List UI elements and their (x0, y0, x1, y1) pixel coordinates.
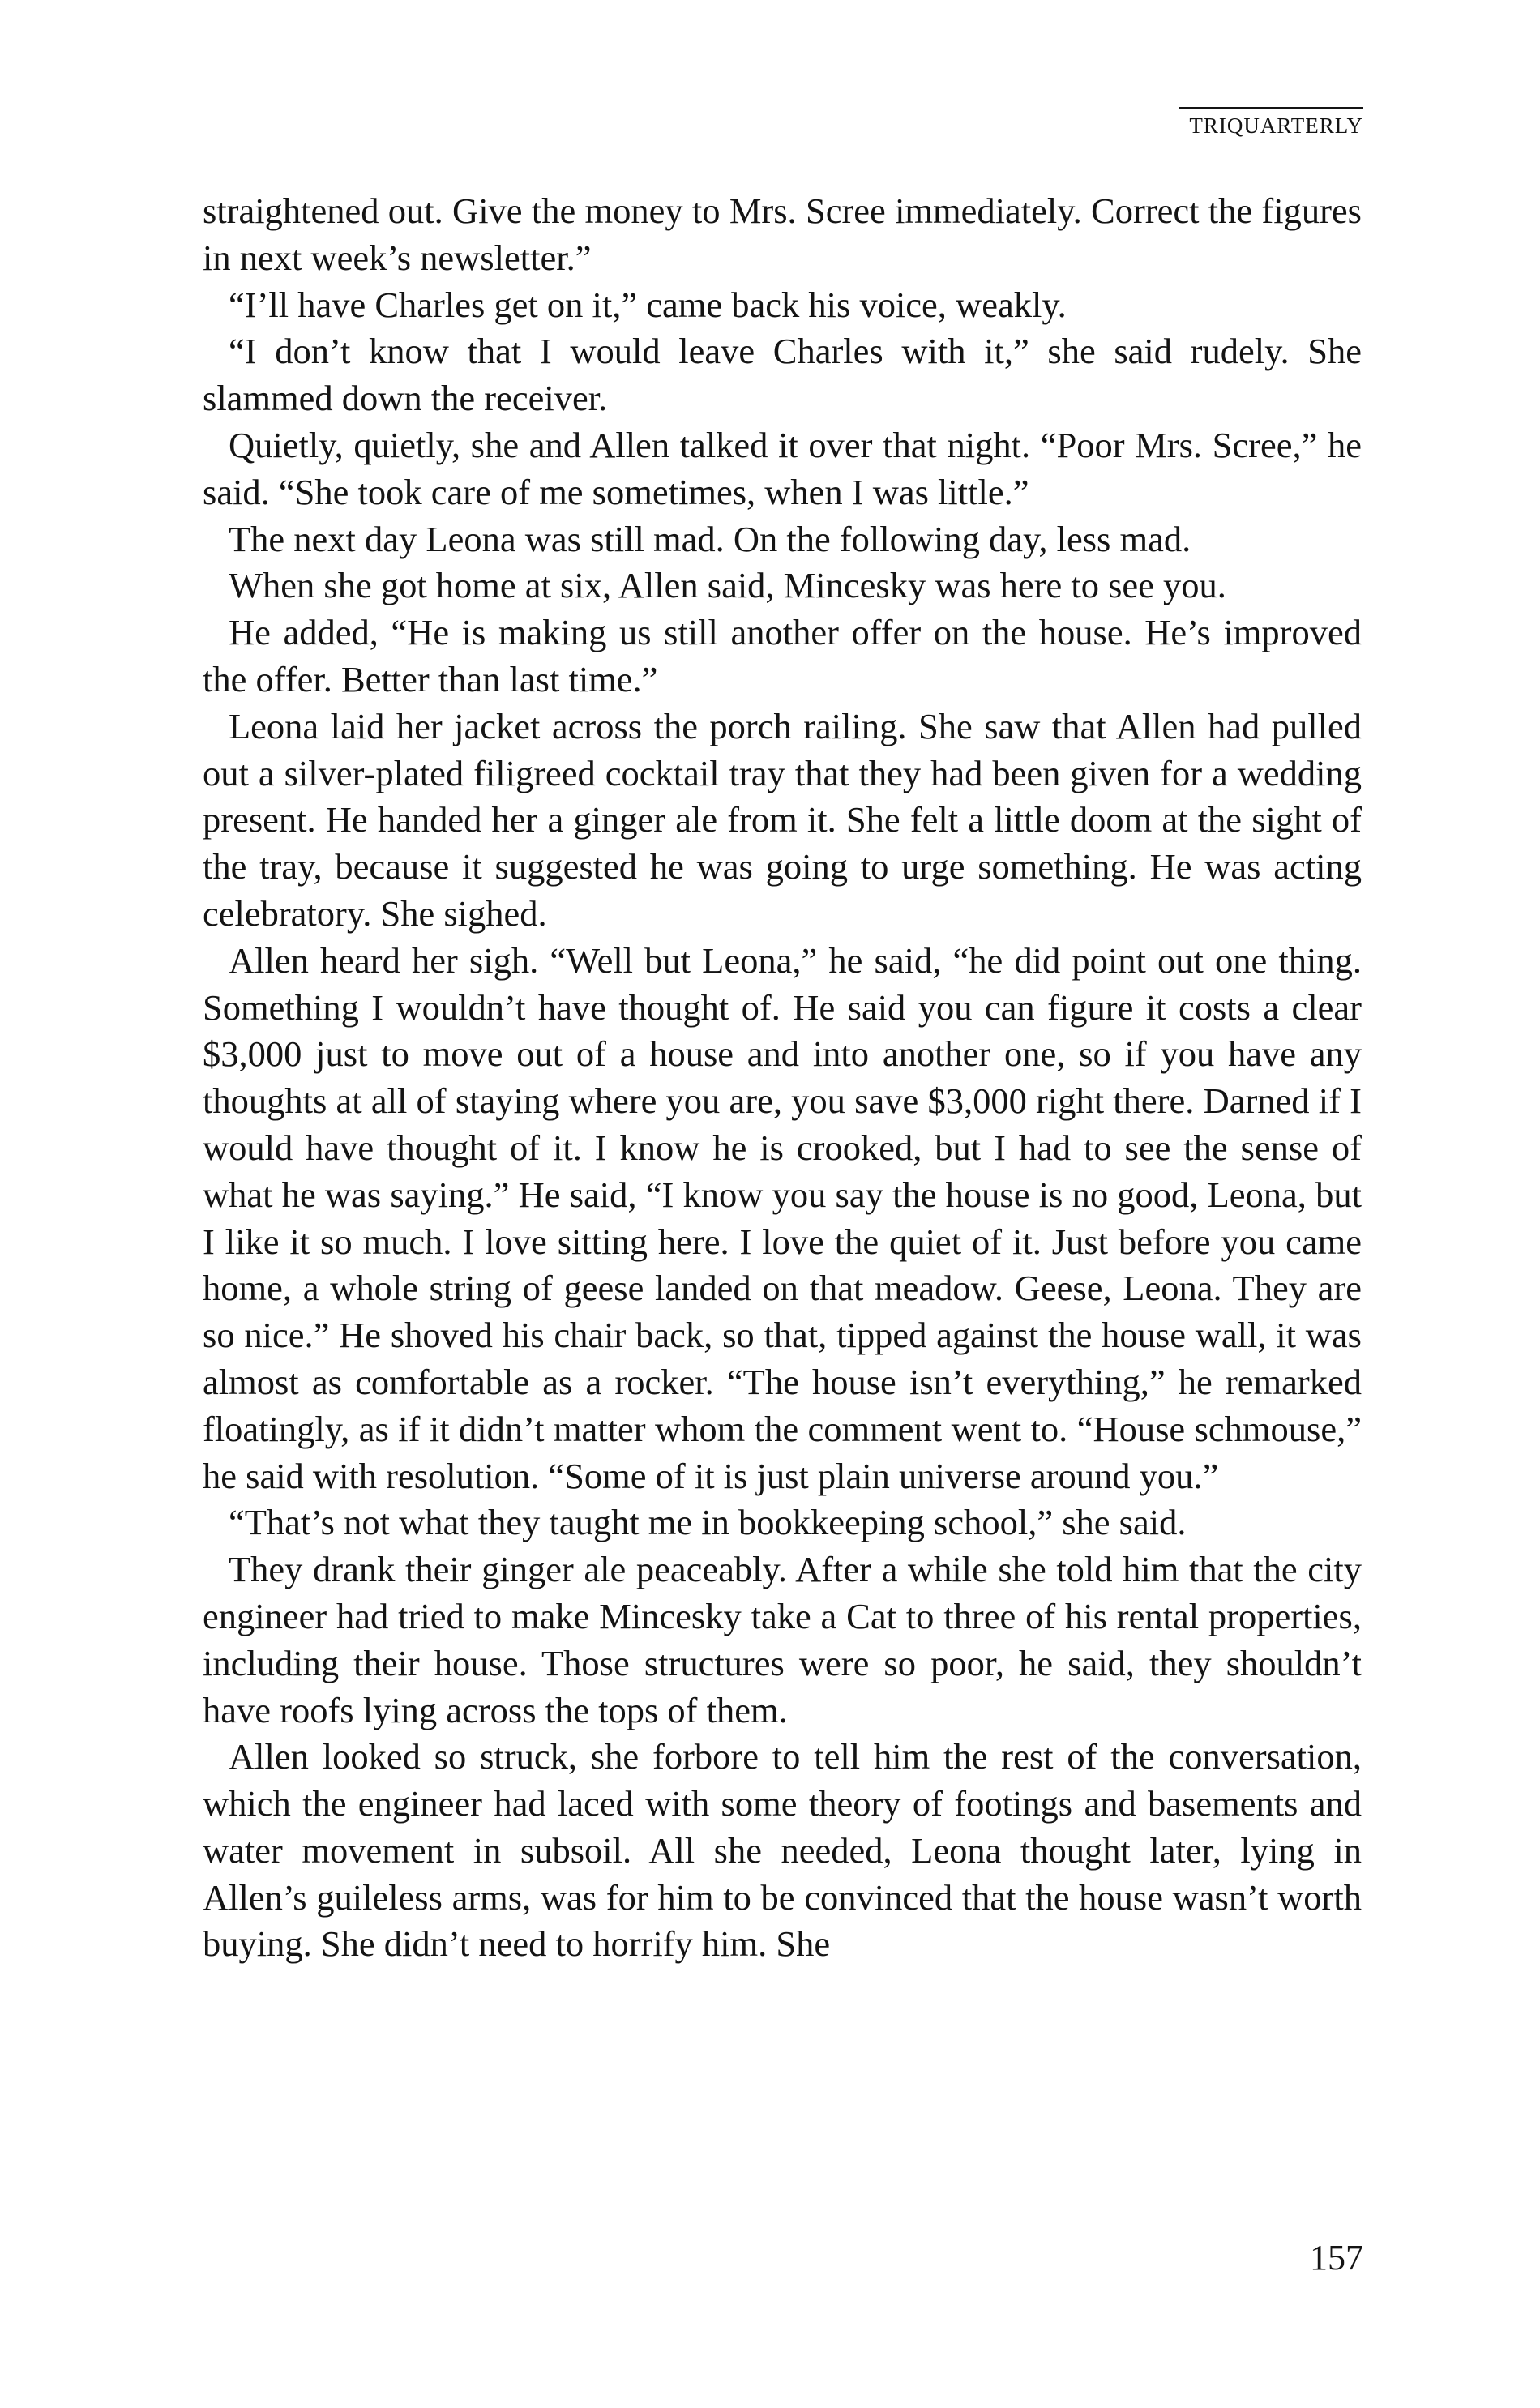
paragraph: Allen looked so struck, she forbore to tell him the rest of the conversation, which the engineer had laced with some theory of footings and basements and water movement in subsoil. All she needed, Leona thought later, lying in Allen’s guileless arms, was for him to be convinced that the house wasn’t worth buying. She didn’t need to horrify him. She (203, 1736, 1362, 1965)
paragraph: straightened out. Give the money to Mrs. Scree immediately. Correct the figures in next week’s newsletter.” (203, 190, 1362, 278)
running-head: TRIQUARTERLY (1189, 113, 1363, 138)
paragraph: Quietly, quietly, she and Allen talked it over that night. “Poor Mrs. Scree,” he said. “She took care of me sometimes, when I was little.” (203, 424, 1362, 512)
header-rule (1179, 107, 1363, 109)
paragraph: “I’ll have Charles get on it,” came back his voice, weakly. (229, 284, 1067, 325)
paragraph: Allen heard her sigh. “Well but Leona,” he said, “he did point out one thing. Something I wouldn’t have thought of. He said you can figure it costs a clear $3,000 just to move out of a house and into another one, so if you have any thoughts at all of staying where you are, you save $3,000 right there. Darned if I would have thought of it. I know he is crooked, but I had to see the sense of what he was saying.” He said, “I know you say the house is no good, Leona, but I like it so much. I love sitting here. I love the quiet of it. Just before you came home, a whole string of geese landed on that meadow. Geese, Leona. They are so nice.” He shoved his chair back, so that, tipped against the house wall, it was almost as comfortable as a rocker. “The house isn’t everything,” he remarked floatingly, as if it didn’t matter whom the comment went to. “House schmouse,” he said with resolution. “Some of it is just plain universe around you.” (203, 939, 1362, 1496)
paragraph: When she got home at six, Allen said, Mincesky was here to see you. (229, 565, 1226, 606)
paragraph: The next day Leona was still mad. On the following day, less mad. (229, 518, 1191, 559)
paragraph: “I don’t know that I would leave Charles with it,” she said rudely. She slammed down the receiver. (203, 331, 1362, 419)
paragraph: They drank their ginger ale peaceably. After a while she told him that the city engineer had tried to make Mincesky take a Cat to three of his rental properties, including their house. Those structures were so poor, he said, they shouldn’t have roofs lying across the tops of them. (203, 1549, 1362, 1730)
page-number: 157 (1310, 2238, 1363, 2278)
paragraph: “That’s not what they taught me in bookkeeping school,” she said. (229, 1502, 1187, 1543)
paragraph: Leona laid her jacket across the porch railing. She saw that Allen had pulled out a silver-plated filigreed cocktail tray that they had been given for a wedding present. He handed her a ginger ale from it. She felt a little doom at the sight of the tray, because it suggested he was going to urge something. He was acting celebratory. She sighed. (203, 705, 1362, 934)
body-text (203, 188, 1362, 1968)
paragraph: He added, “He is making us still another offer on the house. He’s improved the offer. Better than last time.” (203, 612, 1362, 699)
